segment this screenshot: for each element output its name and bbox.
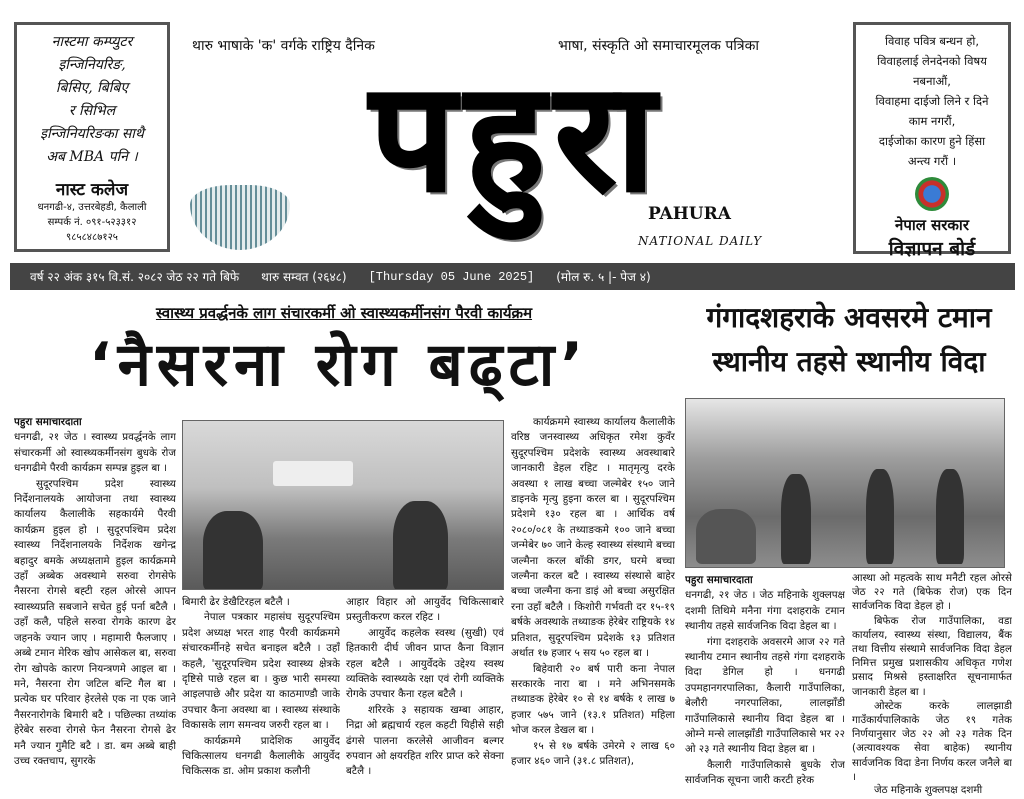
paragraph: बिहेवारी २० बर्ष पारी कना नेपाल सरकारके नारा बा । मने अभिनसमके तथ्याङक हेरेबेर १० से १४ बर्षके १ लाख ७ हजार ५७५ जाने (१३.१ प्रतिशत) महिला भोज करल डेखल बा । [511, 662, 675, 737]
second-column-2 [852, 571, 1012, 797]
paragraph: जेठ महिनाके शुक्लपक्ष दशमी [874, 783, 983, 796]
byline: पहुरा समाचारदाता [14, 416, 82, 428]
paragraph: ओस्टेक करके लालझाडी गाउँकार्यपालिकाके जेठ १९ गतेक निर्णयानुसार जेठ २२ ओ २३ गतेक दिन (अत्यावश्यक सेवा बाहेक) स्थानीय सार्वजनिक विदा डेना निर्णय करल जनैले बा । [852, 699, 1012, 783]
paragraph: नेपाल पत्रकार महासंघ सुदूरपश्चिम प्रदेश अध्यक्ष भरत शाह पैरवी कार्यक्रममे संचारकर्मीनहे सचेत बनाइल बटैलै । उहाँ कहलै, 'सुदूरपश्चिम प्रदेश स्वास्थ्य क्षेत्रके दृष्टिसे पाछे रहल बा । कुछ भारी समस्या आइलपाछे और प्रदेश या काठमाण्डौ जाके उपचार कैना अवस्था बा । स्वास्थ्य संस्थाके विकासके लाग समन्वय जरुरी रहल बा । [182, 611, 340, 732]
paragraph: गंगा दशहराके अवसरमे आज २२ गते स्थानीय टमान स्थानीय तहसे गंगा दशहराके विदा डेगिल हो । धनगढी उपमहानगरपालिका, कैलारी गाउँपालिका, बेलौरी नगरपालिका, लालझाँडी गाउँपालिकासे स्थानीय विदा डेहल बा । ओम्ने मन्से लालझाँडी गाउँपालिकासे भर २२ ओ २३ गते स्थानीय विदा डेहल बा । [685, 635, 845, 756]
lead-headline: ‘नैसरना रोग बढ्टा’ [88, 330, 590, 400]
paragraph: कार्यक्रममे स्वास्थ्य कार्यालय कैलालीके वरिष्ठ जनस्वास्थ्य अधिकृत रमेश कुवँर सुदूरपश्चिम प्रदेशके स्वास्थ्य अवस्थाबारे जानकारी डेहल रहिट । मातृमृत्यु दरके अवस्था १ लाख बच्चा जल्मेबेर १५० जाने डाइनके मृत्यु हुइना करल बा । सुदूरपश्चिम प्रदेशमे १३० रहल बा । आर्थिक वर्ष २०८०/०८१ के तथ्याङकमे १०० जाने बच्चा जन्मेबेर ७० जाने केल्ह स्वास्थ्य संस्थामे बच्चा जल्मैना करल बाँकी डगर, घरमे बच्चा जल्मैना करल बटै । स्वास्थ्य संस्थासे बाहेर बच्चा जल्मैना कना डाइं ओ बच्चा असुरक्षित रना उहाँ बटैलै । किशोरी गर्भवती दर १५-१९ बर्षके अवस्थाके तथ्याङक हेरेबेर राष्ट्रियके १४ प्रतिशत, सुदूरपश्चिम प्रदेशके १३ प्रतिशत अर्थात १७ हजार ५ सय ५० रहल बा । [511, 416, 675, 660]
ad-line: र सिभिल [68, 103, 116, 119]
ad-line: काम नगरौं, [908, 114, 956, 128]
second-column-1 [685, 573, 845, 799]
lead-column-3 [346, 595, 504, 799]
college-phone: ९८५८४८७१२५ [66, 232, 118, 243]
government-advertisement [853, 22, 1011, 260]
ad-line: अन्त्य गरौं । [907, 154, 957, 168]
ad-line: नास्टमा कम्प्युटर [51, 34, 133, 50]
paragraph: सुदूरपश्चिम प्रदेश स्वास्थ्य निर्देशनालयके आयोजना तथा स्वास्थ्य कार्यालय कैलालीके सहकार्यमे पैरवी कार्यक्रम हुइल हो । सुदूरपश्चिम प्रदेश स्वास्थ्य निर्देशनालयके निर्देशक खगेन्द्र बहादुर बमके अध्यक्षतामे हुइल कार्यक्रममे उहाँ अब्बेक अवस्थामे सरुवा रोगसेफे नैसरना रोगसे बह्टी रहल ओरसे आपन स्वास्थ्यप्रति सबजाने सचेत हुई पर्ना बटैलै । उहाँ कलै, पहिले सरुवा रोगके कारण ढेर जहनके ज्यान जाए । महामारी फैलजाए । अब्बे टमान मेरिक खोप आसेकल बा, सरुवा रोग खोपके कारण नियन्त्रणमे आइल बा । मने, नैसरना रोग जटिल बन्टि गैल बा । प्रत्येक घर परिवार हेरलेसे एक ना एक जाने नैसरनारोगके बिमारी बटै । पछिल्का तथ्यांक हेरेबेर सरुवा रोगसे फेन नैसरना रोगसे ढेर मनै ज्यान गुमैटि बटै । डा. बम अब्बे बाही उच्च रक्तचाप, सुगरके [14, 477, 176, 767]
ad-line: विवाहमा दाईजो लिने र दिने [875, 94, 989, 108]
ad-line: विवाहलाई लेनदेनको विषय [877, 54, 987, 68]
paragraph: आयुर्वेद कहलेक स्वस्थ (सुखी) एवं हितकारी दीर्घ जीवन प्राप्त कैना विज्ञान रहल बटैलै । आयुर्वेदके उद्देश्य स्वस्थ व्यक्तिके स्वास्थ्यके रक्षा एवं रोगी व्यक्तिके रोगके उपचार कैना रहल बटैलै । [346, 626, 504, 701]
college-address: धनगढी-४, उत्तरबेहडी, कैलाली [37, 202, 147, 213]
price-page: (मोल रु. ५ |- पेज ४) [556, 270, 651, 284]
college-advertisement [14, 22, 170, 252]
paragraph: बिफेक रोज गाउँपालिका, वडा कार्यालय, स्वास्थ्य संस्था, विद्यालय, बैंक तथा वित्तीय संस्थामे सार्वजनिक विदा डेहल निमित्त प्रमुख प्रशासकीय अधिकृत गणेश प्रसाद मिश्रसे हस्ताक्षरित सूचनामार्फत जानकारी डेहल बा । [852, 614, 1012, 698]
newspaper-subtitle: NATIONAL DAILY [638, 234, 763, 248]
newspaper-name-english: PAHURA [648, 204, 731, 224]
lead-story-photo [182, 420, 504, 590]
basket-emblem-icon [190, 185, 290, 250]
column-body [852, 571, 1012, 783]
ad-line: नबनाऔं, [913, 74, 951, 88]
second-story-photo [685, 398, 1005, 568]
paragraph: कैलारी गाउँपालिकासे बुधके रोज सार्वजनिक सूचना जारी करटी हरेक [685, 758, 845, 787]
board-name: विज्ञापन बोर्ड [888, 238, 976, 260]
paragraph: बिमारी ढेर डेखैटिरहल बटैलै । [182, 596, 290, 608]
ad-line: विवाह पवित्र बन्धन हो, [884, 34, 980, 48]
ad-line: दाईजोका कारण हुने हिंसा [878, 134, 986, 148]
government-name: नेपाल सरकार [895, 216, 969, 234]
second-headline-line2: स्थानीय तहसे स्थानीय विदा [712, 345, 986, 378]
newspaper-logo: पहुरा [369, 49, 666, 225]
tagline-left: थारु भाषाके 'क' वर्गके राष्ट्रिय दैनिक [192, 38, 375, 54]
ad-line: इन्जिनियरिङ, [58, 57, 126, 73]
paragraph: आस्था ओ महत्वके साथ मनैटी रहल ओरसे जेठ २२ गते (बिफेक रोज) एक दिन सार्वजनिक विदा डेहल हो । [852, 572, 1012, 613]
college-name: नास्ट कलेज [55, 180, 129, 200]
paragraph: आहार विहार ओ आयुर्वेद चिकित्साबारे प्रस्तुतीकरण करल रहिट । [346, 596, 504, 624]
lead-column-1 [14, 415, 176, 799]
lead-column-2 [182, 595, 340, 799]
tharu-year: थारु सम्वत (२६४८) [261, 270, 347, 284]
paragraph: १५ से १७ बर्षके उमेरमे २ लाख ६० हजार ४६० जाने (३१.८ प्रतिशत), [511, 739, 675, 767]
ad-line: अब MBA पनि । [46, 149, 138, 165]
issue-info: वर्ष २२ अंक ३१५ वि.सं. २०८२ जेठ २२ गते बिफे [30, 270, 240, 284]
paragraph: धनगढी, २१ जेठ । स्वास्थ्य प्रवर्द्धनके लाग संचारकर्मी ओ स्वास्थ्यकर्मीनसंग बुधके रोज धनगढीमे पैरवी कार्यक्रम सम्पन्न हुइल बा । [14, 431, 176, 475]
lead-column-4 [511, 415, 675, 799]
ad-line: इन्जिनियरिङका साथै [40, 126, 144, 142]
tagline-right: भाषा, संस्कृति ओ समाचारमूलक पत्रिका [558, 38, 760, 54]
nepal-emblem-icon [915, 177, 949, 211]
paragraph: धनगढी, २१ जेठ । जेठ महिनाके शुक्लपक्ष दशमी तिथिमे मनैना गंगा दशहराके टमान स्थानीय तहसे सार्वजनिक विदा डेहल बा । [685, 589, 845, 633]
dateline-bar [10, 263, 1015, 290]
paragraph: शरिरके ३ सहायक खम्बा आहार, निद्रा ओ ब्रह्मचार्य रहल कहटी यिहीसे सही ढंगसे पालना करलेसे आजीवन बल्गर रुपवान ओ क्षयरहित शरिर प्राप्त करे सेक्ना बटैलै । [346, 703, 504, 778]
college-contact: सम्पर्क नं. ०९१-५२३३१२ [47, 217, 137, 228]
english-date: [Thursday 05 June 2025] [368, 269, 535, 284]
paragraph: कार्यक्रममे प्रादेशिक आयुर्वेद चिकित्सालय धनगढी कैलालीके आयुर्वेद चिकित्सक डा. ओम प्रकाश कलौनी [182, 734, 340, 778]
ad-line: बिसिए, बिबिए [55, 80, 129, 96]
second-headline-line1: गंगादशहराके अवसरमे टमान [706, 301, 992, 334]
byline: पहुरा समाचारदाता [685, 574, 753, 586]
lead-kicker: स्वास्थ्य प्रवर्द्धनके लाग संचारकर्मी ओ स्वास्थ्यकर्मीनसंग पैरवी कार्यक्रम [155, 304, 533, 322]
